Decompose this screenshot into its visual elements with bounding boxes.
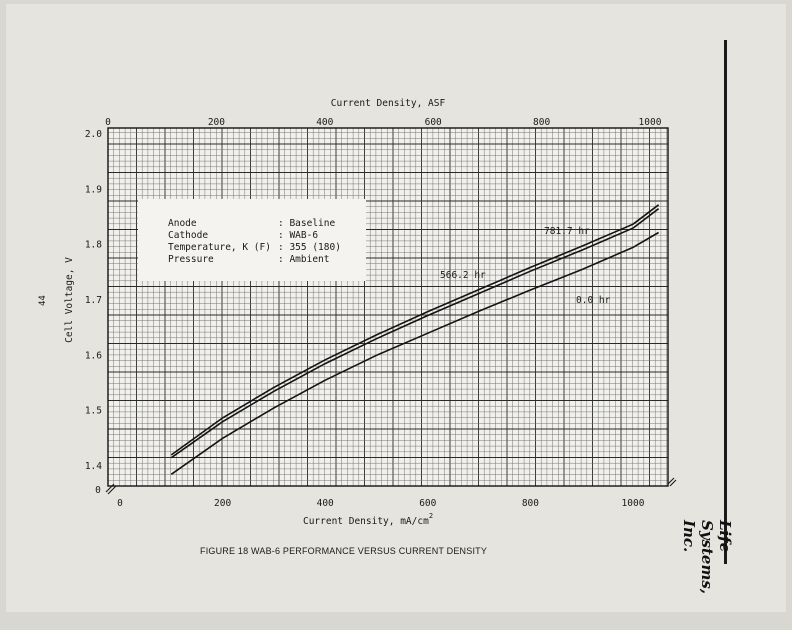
series-label-0: 0.0 hr bbox=[576, 295, 611, 306]
y-break-label: 0 bbox=[95, 485, 101, 496]
y-tick-label: 1.9 bbox=[84, 184, 102, 196]
y-tick-label: 2.0 bbox=[84, 129, 102, 140]
figure-caption: FIGURE 18 WAB-6 PERFORMANCE VERSUS CURRENT DENSITY bbox=[200, 546, 488, 556]
bottom-axis-title-superscript: 2 bbox=[428, 512, 434, 520]
y-tick-label: 1.4 bbox=[84, 461, 102, 472]
legend-row-value: : 355 (180) bbox=[278, 242, 341, 253]
legend-row bbox=[168, 242, 341, 254]
top-tick-label: 0 bbox=[105, 117, 111, 128]
y-tick-label: 1.5 bbox=[84, 405, 102, 417]
series-label-2: 781.7 hr bbox=[544, 226, 590, 237]
legend-row-label: Cathode bbox=[168, 230, 209, 241]
legend-row-value: : Ambient bbox=[278, 254, 330, 265]
bottom-axis-title bbox=[303, 512, 433, 527]
y-axis-title: Cell Voltage, V bbox=[64, 257, 75, 343]
legend-rows bbox=[168, 218, 341, 266]
y-tick-label: 1.6 bbox=[84, 350, 102, 362]
top-tick-label: 600 bbox=[424, 117, 442, 128]
top-axis-title: Current Density, ASF bbox=[330, 98, 446, 109]
legend-row-value: : Baseline bbox=[278, 218, 336, 229]
series-label-1: 566.2 hr bbox=[440, 270, 486, 281]
x-tick-label: 400 bbox=[316, 498, 334, 509]
top-tick-label: 1000 bbox=[638, 117, 662, 128]
legend-box bbox=[138, 199, 366, 281]
x-tick-label: 600 bbox=[419, 498, 437, 509]
plot-area bbox=[108, 128, 668, 486]
top-tick-label: 200 bbox=[207, 117, 225, 128]
side-rule bbox=[724, 40, 727, 564]
x-tick-label: 0 bbox=[117, 498, 123, 509]
legend-row-label: Pressure bbox=[168, 254, 214, 265]
bottom-axis-title-text: Current Density, mA/cm bbox=[302, 516, 429, 527]
legend-row-label: Anode bbox=[168, 218, 197, 229]
page-number: 44 bbox=[38, 295, 48, 306]
legend-row bbox=[168, 230, 341, 242]
y-tick-label: 1.8 bbox=[84, 239, 102, 251]
legend-row bbox=[168, 218, 341, 230]
top-tick-label: 800 bbox=[533, 117, 551, 128]
y-tick-label: 1.7 bbox=[84, 295, 102, 306]
chart-grid bbox=[108, 128, 668, 486]
company-name: Life Systems, Inc. bbox=[680, 520, 734, 595]
legend-row bbox=[168, 254, 341, 266]
x-break-mark bbox=[668, 478, 676, 486]
x-tick-label: 800 bbox=[521, 498, 539, 509]
legend-row-value: : WAB-6 bbox=[278, 230, 319, 241]
top-tick-label: 400 bbox=[316, 117, 334, 128]
x-tick-label: 1000 bbox=[621, 498, 645, 509]
x-tick-label: 200 bbox=[214, 498, 232, 509]
legend-row-label: Temperature, K (F) bbox=[168, 242, 271, 253]
